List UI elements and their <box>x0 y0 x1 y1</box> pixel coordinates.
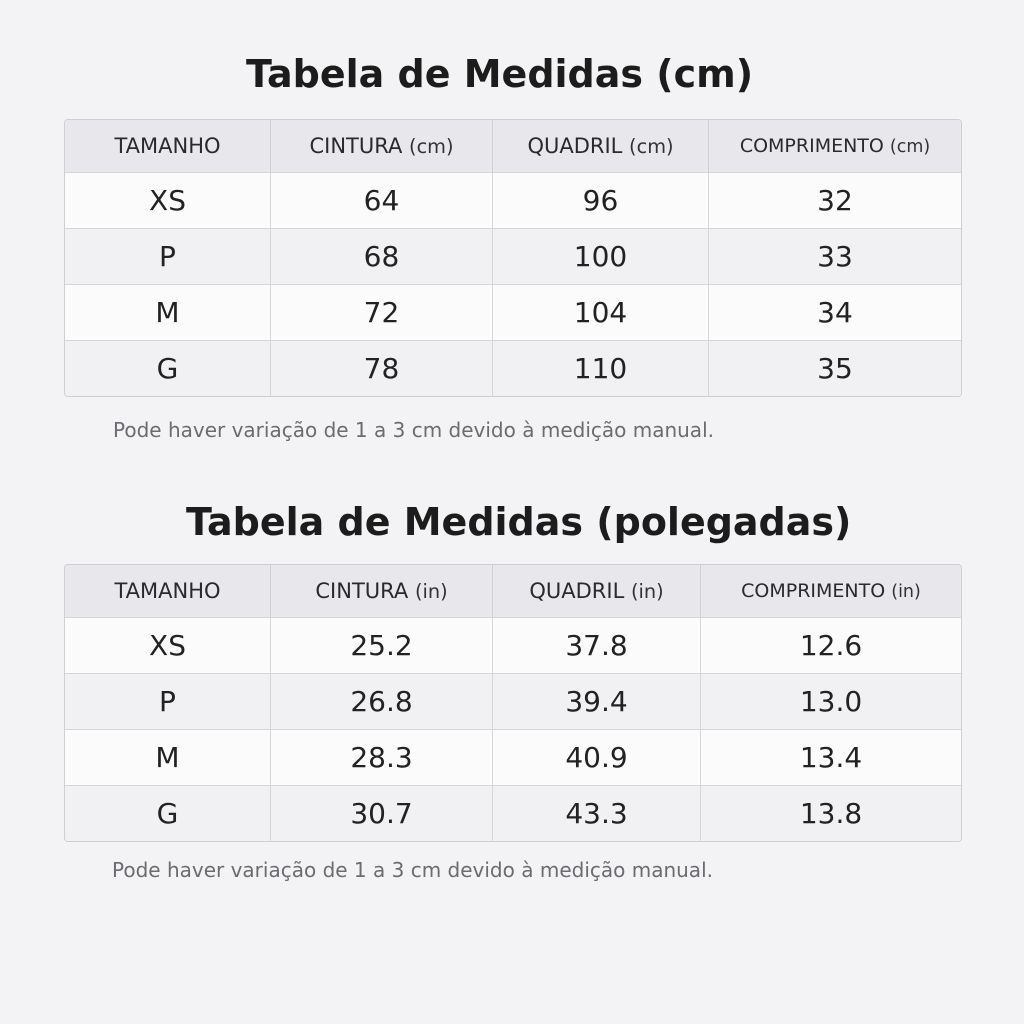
header-hip <box>493 120 709 173</box>
header-waist <box>271 120 493 173</box>
table-row <box>65 341 961 396</box>
cell-size: P <box>65 674 271 730</box>
header-label: TAMANHO <box>114 134 221 158</box>
table-row <box>65 730 961 786</box>
header-unit: (cm) <box>889 137 931 157</box>
header-unit: (cm) <box>409 135 454 158</box>
table-row <box>65 674 961 730</box>
cell-length: 33 <box>709 229 961 285</box>
header-label: COMPRIMENTO <box>739 135 884 157</box>
cell-hip: 40.9 <box>493 730 701 786</box>
title-inches: Tabela de Medidas (polegadas) <box>186 500 852 544</box>
size-table-cm <box>64 119 962 397</box>
cell-waist: 26.8 <box>271 674 493 730</box>
cell-length: 13.0 <box>701 674 961 730</box>
cell-length: 13.4 <box>701 730 961 786</box>
header-row <box>65 120 961 173</box>
header-unit: (in) <box>414 580 448 603</box>
header-row <box>65 565 961 618</box>
cell-size: M <box>65 285 271 341</box>
table-row <box>65 285 961 341</box>
cell-length: 13.8 <box>701 786 961 841</box>
cell-waist: 72 <box>271 285 493 341</box>
header-waist <box>271 565 493 618</box>
header-label: CINTURA <box>315 579 409 603</box>
cell-hip: 100 <box>493 229 709 285</box>
cell-size: G <box>65 341 271 396</box>
cell-length: 34 <box>709 285 961 341</box>
table-row <box>65 229 961 285</box>
note-inches: Pode haver variação de 1 a 3 cm devido à medição manual. <box>112 858 713 882</box>
cell-waist: 25.2 <box>271 618 493 674</box>
cell-waist: 28.3 <box>271 730 493 786</box>
header-unit: (cm) <box>629 135 674 158</box>
header-label: COMPRIMENTO <box>741 580 886 602</box>
cell-waist: 68 <box>271 229 493 285</box>
cell-size: G <box>65 786 271 841</box>
table-row <box>65 173 961 229</box>
cell-length: 35 <box>709 341 961 396</box>
cell-size: M <box>65 730 271 786</box>
header-length <box>701 565 961 618</box>
header-unit: (in) <box>630 580 664 603</box>
header-label: CINTURA <box>309 134 403 158</box>
header-hip <box>493 565 701 618</box>
cell-hip: 37.8 <box>493 618 701 674</box>
cell-length: 12.6 <box>701 618 961 674</box>
header-size <box>65 565 271 618</box>
cell-hip: 39.4 <box>493 674 701 730</box>
header-label: QUADRIL <box>529 579 625 603</box>
cell-hip: 104 <box>493 285 709 341</box>
cell-waist: 64 <box>271 173 493 229</box>
table-row <box>65 618 961 674</box>
size-table-inches <box>64 564 962 842</box>
header-unit: (in) <box>891 582 921 602</box>
cell-hip: 96 <box>493 173 709 229</box>
header-size <box>65 120 271 173</box>
cell-length: 32 <box>709 173 961 229</box>
note-cm: Pode haver variação de 1 a 3 cm devido à medição manual. <box>113 418 714 442</box>
cell-hip: 43.3 <box>493 786 701 841</box>
cell-size: XS <box>65 618 271 674</box>
title-cm: Tabela de Medidas (cm) <box>246 52 754 96</box>
header-label: QUADRIL <box>527 134 623 158</box>
header-length <box>709 120 961 173</box>
cell-size: XS <box>65 173 271 229</box>
cell-hip: 110 <box>493 341 709 396</box>
header-label: TAMANHO <box>114 579 221 603</box>
table-row <box>65 786 961 841</box>
cell-waist: 78 <box>271 341 493 396</box>
cell-waist: 30.7 <box>271 786 493 841</box>
cell-size: P <box>65 229 271 285</box>
